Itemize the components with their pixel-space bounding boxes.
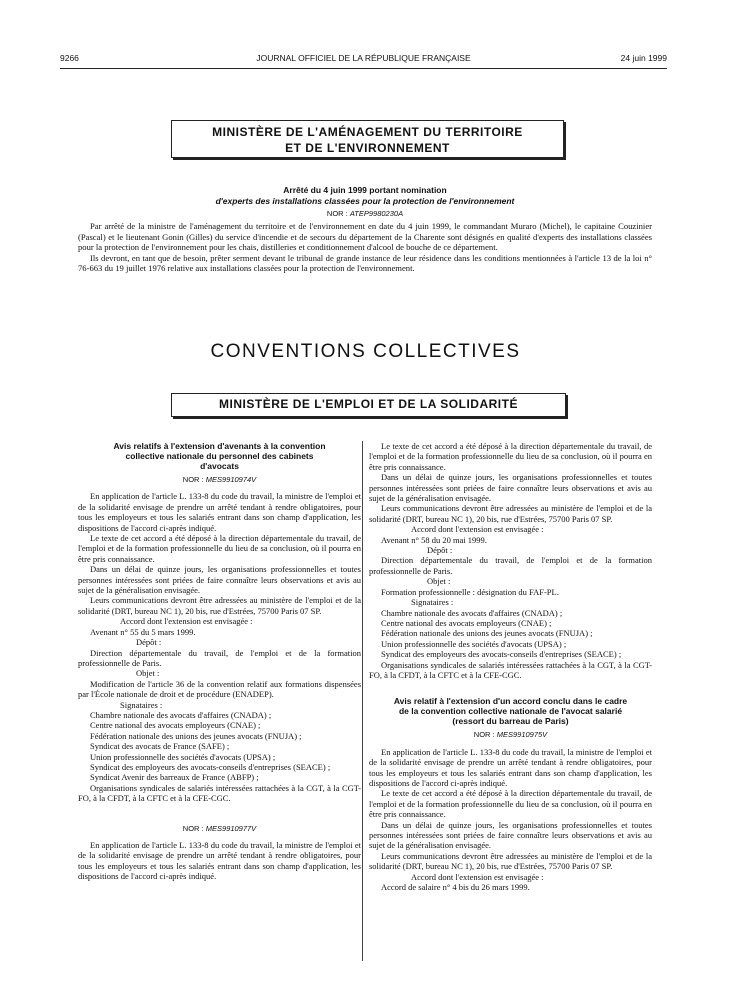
paragraph: Le texte de cet accord a été déposé à la direction départementale du travail, de l'emploi et de la formation professionnelle du lieu de sa conclusion, où il pourra en être pris connaissance. (369, 441, 652, 472)
paragraph: Dans un délai de quinze jours, les organisations professionnelles et toutes personnes intéressées sont priées de faire connaître leurs observations et avis au sujet de la généralisation envisagée. (369, 819, 652, 851)
signataire: Organisations syndicales de salariés intéressées rattachées à la CGT, à la CGT-FO, à la CFDT, à la CFTC et à la CFE-CGC. (78, 782, 361, 804)
avis-heading (369, 696, 652, 726)
spacer (78, 804, 361, 820)
paragraph: En application de l'article L. 133-8 du code du travail, la ministre de l'emploi et de la solidarité envisage de prendre un arrêté tendant à rendre obligatoires, pour tous les employeurs et tous les salariés entrant dans son champ d'application, les dispositions de l'accord ci-après indiqué. (78, 491, 361, 533)
nor-label: NOR : (182, 475, 204, 484)
running-header (60, 53, 667, 67)
avis-heading-line: Avis relatifs à l'extension d'avenants à la convention (113, 441, 326, 451)
signataires-label: Signataires : (120, 699, 163, 710)
avis-heading-line: collective nationale du personnel des cabinets (125, 451, 314, 461)
avis-nor (78, 475, 361, 485)
arrete-paragraph: Ils devront, en tant que de besoin, prêter serment devant le tribunal de grande instance de leur résidence dans les conditions mentionnées à l'article 13 de la loi n° 76-663 du 19 juillet 1976 relative aux installations classées pour la protection de l'environnement. (78, 252, 652, 274)
nor-label: NOR : (326, 209, 348, 218)
header-rule (60, 68, 667, 69)
signataire: Organisations syndicales de salariés intéressées rattachées à la CGT, à la CGT-FO, à la CFDT, à la CFTC et à la CFE-CGC. (369, 659, 652, 680)
issue-date: 24 juin 1999 (620, 53, 667, 63)
signataire: Syndicat des avocats de France (SAFE) ; (90, 741, 230, 752)
left-column (78, 441, 361, 882)
avis-nor-2 (78, 824, 361, 834)
avis-heading-line: (ressort du barreau de Paris) (452, 716, 569, 727)
section-title: CONVENTIONS COLLECTIVES (210, 341, 521, 362)
paragraph: Le texte de cet accord a été déposé à la direction départementale du travail, de l'emploi et de la formation professionnelle du lieu de sa conclusion, où il pourra en être pris connaissance. (369, 788, 652, 820)
ministry-box-environment (171, 120, 564, 158)
signataires-label: Signataires : (411, 597, 454, 608)
signataire: Syndicat Avenir des barreaux de France (ABFP) ; (90, 772, 259, 783)
depot-label: Dépôt : (427, 545, 453, 556)
accord-value: Avenant n° 55 du 5 mars 1999. (90, 626, 196, 637)
paragraph: Le texte de cet accord a été déposé à la direction départementale du travail, de l'emploi et de la formation professionnelle du lieu de sa conclusion, où il pourra en être pris connaissance. (78, 533, 361, 564)
column-divider (362, 441, 363, 961)
nor-code: MES9910977V (205, 823, 257, 833)
objet-label: Objet : (136, 668, 160, 679)
paragraph: Leurs communications devront être adressées au ministère de l'emploi et de la solidarité (DRT, bureau NC 1), 20 bis, rue d'Estrées, 75700 Paris 07 SP. (369, 503, 652, 524)
signataire: Union professionnelle des sociétés d'avocats (UPSA) ; (381, 638, 567, 649)
nor-label: NOR : (473, 730, 495, 740)
paragraph: En application de l'article L. 133-8 du code du travail, la ministre de l'emploi et de la solidarité envisage de prendre un arrêté tendant à rendre obligatoires, pour tous les employeurs et tous les salariés entrant dans son champ d'application, les dispositions de l'accord ci-après indiqué. (78, 840, 361, 882)
avis-nor (369, 730, 652, 740)
depot-value: Direction départementale du travail, de l'emploi et de la formation professionnelle de Paris. (78, 647, 361, 668)
objet-value: Modification de l'article 36 de la convention relatif aux formations dispensées par l'École nationale de droit et de procédure (ENADEP). (78, 678, 361, 700)
paragraph: Dans un délai de quinze jours, les organisations professionnelles et toutes personnes intéressées sont priées de faire connaître leurs observations et avis au sujet de la généralisation envisagée. (78, 564, 361, 596)
paragraph: Dans un délai de quinze jours, les organisations professionnelles et toutes personnes intéressées sont priées de faire connaître leurs observations et avis au sujet de la généralisation envisagée. (369, 472, 652, 504)
signataire: Syndicat des employeurs des avocats-conseils d'entreprises (SEACE) ; (90, 761, 331, 772)
avis-heading (78, 441, 361, 471)
paragraph: Leurs communications devront être adressées au ministère de l'emploi et de la solidarité (DRT, bureau NC 1), 20 bis, rue d'Estrées, 75700 Paris 07 SP. (78, 595, 361, 616)
avis-heading-line: de la convention collective nationale de l'avocat salarié (398, 706, 623, 717)
accord-label: Accord dont l'extension est envisagée : (120, 616, 253, 627)
signataire: Syndicat des employeurs des avocats-conseils d'entreprises (SEACE) ; (381, 649, 622, 660)
nor-code: MES9910975V (496, 730, 548, 740)
nor-label: NOR : (182, 823, 204, 833)
avis-heading-line: d'avocats (200, 461, 239, 471)
objet-value: Formation professionnelle : désignation du FAF-PL. (381, 586, 559, 597)
accord-label: Accord dont l'extension est envisagée : (411, 871, 544, 882)
nor-code: ATEP9980230A (349, 209, 404, 218)
journal-title: JOURNAL OFFICIEL DE LA RÉPUBLIQUE FRANÇAISE (256, 53, 471, 63)
accord-value: Avenant n° 58 du 20 mai 1999. (381, 534, 487, 545)
arrete-title-line-2: d'experts des installations classées pour la protection de l'environnement (215, 196, 515, 206)
signataire: Chambre nationale des avocats d'affaires (CNADA) ; (381, 607, 563, 618)
paragraph: Leurs communications devront être adressées au ministère de l'emploi et de la solidarité (DRT, bureau NC 1), 20 bis, rue d'Estrées, 75700 Paris 07 SP. (369, 850, 652, 872)
avis-heading-line: Avis relatif à l'extension d'un accord conclu dans le cadre (393, 696, 628, 707)
arrete-paragraph: Par arrêté de la ministre de l'aménagement du territoire et de l'environnement en date du 4 juin 1999, le commandant Muraro (Michel), le capitaine Couzinier (Pascal) et le lieutenant Gonin (Gilles) du service d'incendie et de secours du département de la Charente sont désignés en qualité d'experts des installations classées pour la protection de l'environnement pour les chais, distilleries et conditionnement d'alcool de bouche de ce département. (78, 221, 652, 253)
paragraph: En application de l'article L. 133-8 du code du travail, la ministre de l'emploi et de la solidarité envisage de prendre un arrêté tendant à rendre obligatoires, pour tous les employeurs et tous les salariés entrant dans son champ d'application, les dispositions de l'accord ci-après indiqué. (369, 746, 652, 788)
signataire: Centre national des avocats employeurs (CNAE) ; (381, 617, 552, 628)
arrete-body (78, 221, 652, 274)
ministry-box-emploi: MINISTÈRE DE L'EMPLOI ET DE LA SOLIDARITÉ (171, 393, 566, 417)
signataire: Centre national des avocats employeurs (CNAE) ; (90, 720, 261, 731)
page-number: 9266 (60, 53, 79, 63)
arrete-title-line-1: Arrêté du 4 juin 1999 portant nomination (283, 185, 447, 195)
signataire: Fédération nationale des unions des jeunes avocats (FNUJA) ; (90, 730, 302, 741)
right-column (369, 441, 652, 892)
nor-code: MES9910974V (205, 475, 257, 484)
objet-label: Objet : (427, 576, 451, 587)
signataire: Union professionnelle des sociétés d'avocats (UPSA) ; (90, 751, 276, 762)
ministry-line-2: ET DE L'ENVIRONNEMENT (285, 141, 450, 155)
signataire: Chambre nationale des avocats d'affaires (CNADA) ; (90, 709, 272, 720)
depot-label: Dépôt : (136, 637, 162, 648)
accord-value: Accord de salaire n° 4 bis du 26 mars 1999. (381, 882, 530, 893)
accord-label: Accord dont l'extension est envisagée : (411, 524, 544, 535)
depot-value: Direction départementale du travail, de l'emploi et de la formation professionnelle de Paris. (369, 555, 652, 576)
signataire: Fédération nationale des unions des jeunes avocats (FNUJA) ; (381, 628, 593, 639)
ministry-line-1: MINISTÈRE DE L'AMÉNAGEMENT DU TERRITOIRE (212, 125, 523, 139)
arrete-nor (100, 209, 630, 218)
spacer (369, 680, 652, 696)
arrete-title (100, 185, 630, 207)
